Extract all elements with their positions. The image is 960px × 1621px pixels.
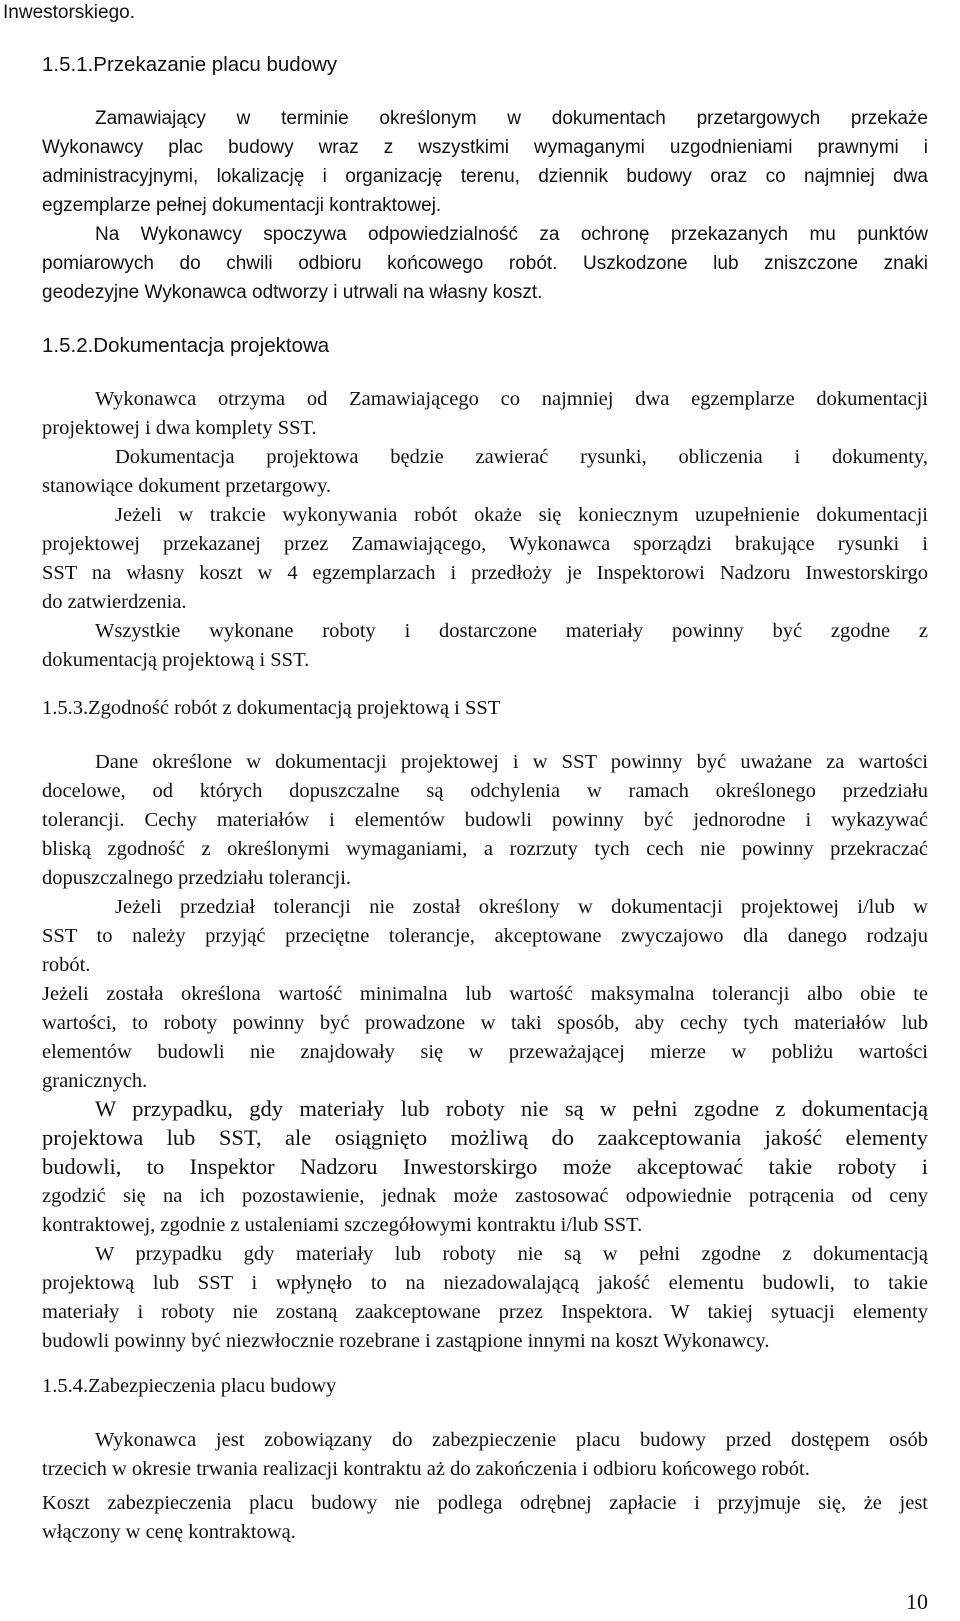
paragraph-line: pomiarowych do chwili odbioru końcowego robót. Uszkodzone lub zniszczone znaki [42, 253, 928, 274]
paragraph-line: zgodzić się na ich pozostawienie, jednak może zastosować odpowiednie potrącenia od ceny [42, 1185, 928, 1207]
paragraph-line: granicznych. [42, 1070, 148, 1092]
paragraph-line: materiały i roboty nie zostaną zaakceptowane przez Inspektora. W takiej sytuacji elementy [42, 1301, 928, 1323]
paragraph-line: Jeżeli została określona wartość minimalna lub wartość maksymalna tolerancji albo obie te [42, 983, 928, 1005]
section-number: 1.5.1. [42, 53, 94, 76]
paragraph-line: geodezyjne Wykonawca odtworzy i utrwali na własny koszt. [42, 282, 543, 303]
paragraph-line: projektową lub SST i wpłynęło to na niezadowalającą jakość elementu budowli, to takie [42, 1272, 928, 1294]
paragraph-line: docelowe, od których dopuszczalne są odchylenia w ramach określonego przedziału [42, 780, 928, 802]
paragraph-line: Wykonawcy plac budowy wraz z wszystkimi wymaganymi uzgodnieniami prawnymi i [42, 137, 928, 158]
paragraph-line: Wszystkie wykonane roboty i dostarczone materiały powinny być zgodne z [95, 620, 928, 642]
paragraph-line: W przypadku, gdy materiały lub roboty nie są w pełni zgodne z dokumentacją [95, 1096, 928, 1121]
paragraph-line: włączony w cenę kontraktową. [42, 1521, 296, 1543]
section-heading-1-5-1 [42, 50, 337, 79]
paragraph-line: projektowa lub SST, ale osiągnięto możliwą do zaakceptowania jakość elementy [42, 1125, 928, 1150]
paragraph-line: trzecich w okresie trwania realizacji kontraktu aż do zakończenia i odbioru końcowego robót. [42, 1458, 810, 1480]
paragraph-line: dopuszczalnego przedziału tolerancji. [42, 867, 352, 889]
paragraph-line: egzemplarze pełnej dokumentacji kontraktowej. [42, 195, 442, 216]
section-number: 1.5.4. [42, 1375, 89, 1397]
paragraph-line: projektowej i dwa komplety SST. [42, 417, 317, 439]
paragraph-line: stanowiące dokument przetargowy. [42, 475, 332, 497]
paragraph-line: do zatwierdzenia. [42, 591, 187, 613]
section-title: Przekazanie placu budowy [93, 53, 338, 76]
section-number: 1.5.2. [42, 334, 94, 357]
paragraph-line: Zamawiający w terminie określonym w dokumentach przetargowych przekaże [95, 108, 928, 129]
paragraph-line: bliską zgodność z określonymi wymaganiami, a rozrzuty tych cech nie powinny przekraczać [42, 838, 928, 860]
paragraph-line: projektowej przekazanej przez Zamawiającego, Wykonawca sporządzi brakujące rysunki i [42, 533, 928, 555]
paragraph-line: dokumentacją projektową i SST. [42, 649, 310, 671]
section-title: Zabezpieczenia placu budowy [88, 1375, 337, 1397]
section-heading-1-5-4 [42, 1372, 336, 1401]
paragraph-line: Wykonawca jest zobowiązany do zabezpieczenie placu budowy przed dostępem osób [95, 1429, 928, 1451]
continued-text: Inwestorskiego. [3, 2, 136, 23]
section-title: Zgodność robót z dokumentacją projektową i SST [88, 697, 501, 719]
paragraph-line: Na Wykonawcy spoczywa odpowiedzialność za ochronę przekazanych mu punktów [95, 224, 928, 245]
page-number: 10 [906, 1589, 928, 1614]
section-number: 1.5.3. [42, 697, 89, 719]
paragraph-line: Dokumentacja projektowa będzie zawierać rysunki, obliczenia i dokumenty, [115, 446, 928, 468]
paragraph-line: Jeżeli w trakcie wykonywania robót okaże się koniecznym uzupełnienie dokumentacji [115, 504, 928, 526]
paragraph-line: budowli powinny być niezwłocznie rozebrane i zastąpione innymi na koszt Wykonawcy. [42, 1330, 770, 1352]
paragraph-line: Koszt zabezpieczenia placu budowy nie podlega odrębnej zapłacie i przyjmuje się, że jest [42, 1492, 928, 1514]
paragraph-line: SST na własny koszt w 4 egzemplarzach i przedłoży je Inspektorowi Nadzoru Inwestorskirgo [42, 562, 928, 584]
paragraph-line: Wykonawca otrzyma od Zamawiającego co najmniej dwa egzemplarze dokumentacji [95, 388, 928, 410]
paragraph-line: wartości, to roboty powinny być prowadzone w taki sposób, aby cechy tych materiałów lub [42, 1012, 928, 1034]
paragraph-line: robót. [42, 954, 91, 976]
paragraph-line: kontraktowej, zgodnie z ustaleniami szczegółowymi kontraktu i/lub SST. [42, 1214, 643, 1236]
paragraph-line: budowli, to Inspektor Nadzoru Inwestorskirgo może akceptować takie roboty i [42, 1154, 928, 1179]
paragraph-line: Jeżeli przedział tolerancji nie został określony w dokumentacji projektowej i/lub w [115, 896, 928, 918]
paragraph-line: SST to należy przyjąć przeciętne tolerancje, akceptowane zwyczajowo dla danego rodzaju [42, 925, 928, 947]
section-heading-1-5-3 [42, 694, 500, 723]
paragraph-line: elementów budowli nie znajdowały się w przeważającej mierze w pobliżu wartości [42, 1041, 928, 1063]
section-heading-1-5-2 [42, 331, 329, 360]
section-title: Dokumentacja projektowa [93, 334, 330, 357]
paragraph-line: Dane określone w dokumentacji projektowej i w SST powinny być uważane za wartości [95, 751, 928, 773]
paragraph-line: W przypadku gdy materiały lub roboty nie są w pełni zgodne z dokumentacją [95, 1243, 928, 1265]
paragraph-line: tolerancji. Cechy materiałów i elementów budowli powinny być jednorodne i wykazywać [42, 809, 928, 831]
paragraph-line: administracyjnymi, lokalizację i organizację terenu, dziennik budowy oraz co najmniej dwa [42, 166, 928, 187]
